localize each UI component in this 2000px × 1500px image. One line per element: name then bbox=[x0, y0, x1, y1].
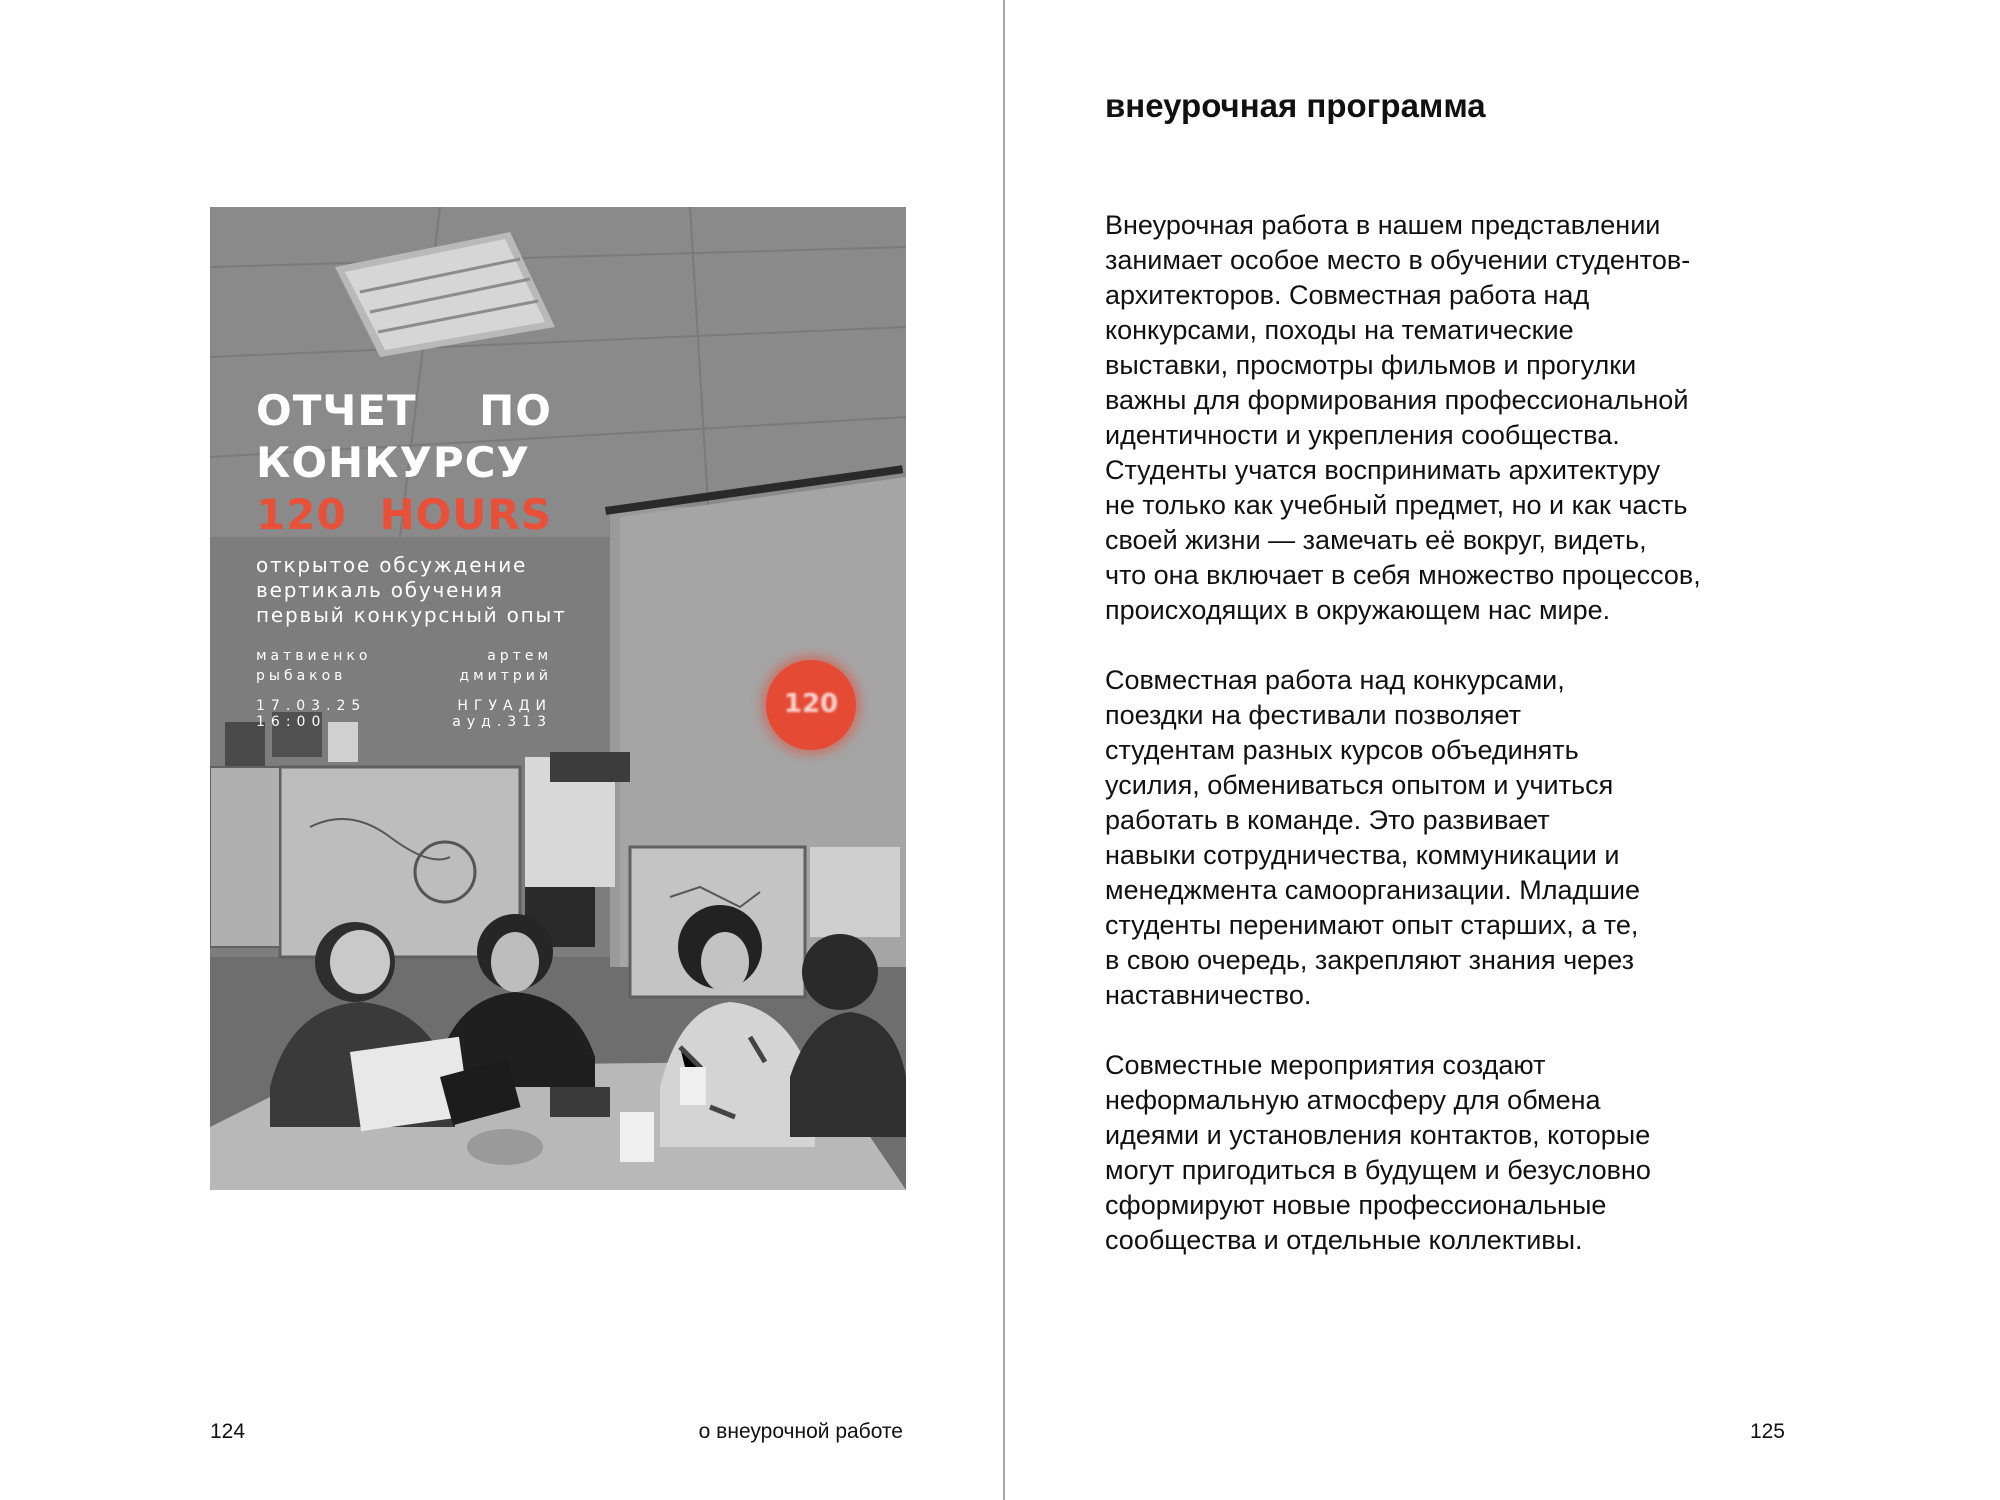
text-line: своей жизни — замечать её вокруг, видеть, bbox=[1105, 525, 1647, 555]
poster-first-name: артем bbox=[487, 648, 552, 664]
poster-title-word: ОТЧЕТ bbox=[256, 386, 417, 435]
event-poster bbox=[210, 207, 906, 1190]
poster-date: 17.03.25 bbox=[256, 698, 367, 714]
poster-surnames bbox=[256, 646, 371, 686]
text-line: Совместная работа над конкурсами, bbox=[1105, 665, 1565, 695]
text-line: занимает особое место в обучении студентов- bbox=[1105, 245, 1691, 275]
text-line: выставки, просмотры фильмов и прогулки bbox=[1105, 350, 1637, 380]
poster-surname: матвиенко bbox=[256, 648, 372, 664]
poster-title-word: КОНКУРСУ bbox=[256, 438, 530, 487]
poster-subtitle-line: первый конкурсный опыт bbox=[256, 603, 567, 627]
paragraph-1 bbox=[1105, 208, 1845, 628]
body-text bbox=[1105, 208, 1845, 1293]
text-line: сформируют новые профессиональные bbox=[1105, 1190, 1607, 1220]
text-line: менеджмента самоорганизации. Младшие bbox=[1105, 875, 1640, 905]
poster-first-name: дмитрий bbox=[459, 668, 552, 684]
text-line: архитекторов. Совместная работа над bbox=[1105, 280, 1590, 310]
text-line: студенты перенимают опыт старших, а те, bbox=[1105, 910, 1639, 940]
text-line: Внеурочная работа в нашем представлении bbox=[1105, 210, 1661, 240]
text-line: поездки на фестивали позволяет bbox=[1105, 700, 1522, 730]
text-line: идентичности и укрепления сообщества. bbox=[1105, 420, 1620, 450]
text-line: работать в команде. Это развивает bbox=[1105, 805, 1550, 835]
paragraph-3 bbox=[1105, 1048, 1845, 1258]
poster-speakers bbox=[256, 646, 552, 686]
poster-venue: НГУАДИ bbox=[457, 698, 552, 714]
poster-location bbox=[452, 698, 552, 730]
text-line: могут пригодиться в будущем и безусловно bbox=[1105, 1155, 1651, 1185]
poster-text-block bbox=[256, 385, 567, 730]
poster-surname: рыбаков bbox=[256, 668, 347, 684]
poster-title-word: ПО bbox=[479, 386, 552, 435]
poster-title-word: HOURS bbox=[379, 490, 552, 539]
poster-room: ауд.313 bbox=[452, 714, 552, 730]
text-line: усилия, обмениваться опытом и учиться bbox=[1105, 770, 1614, 800]
right-page bbox=[1005, 0, 2000, 1500]
badge-label: 120 bbox=[783, 689, 839, 719]
poster-title-line-1 bbox=[256, 385, 552, 437]
text-line: что она включает в себя множество процессов, bbox=[1105, 560, 1701, 590]
poster-subtitle-line: вертикаль обучения bbox=[256, 578, 504, 602]
text-line: конкурсами, походы на тематические bbox=[1105, 315, 1574, 345]
text-line: происходящих в окружающем нас мире. bbox=[1105, 595, 1611, 625]
text-line: студентам разных курсов объединять bbox=[1105, 735, 1579, 765]
poster-title-line-2 bbox=[256, 437, 552, 489]
text-line: неформальную атмосферу для обмена bbox=[1105, 1085, 1601, 1115]
poster-subtitle bbox=[256, 553, 567, 628]
text-line: важны для формирования профессиональной bbox=[1105, 385, 1689, 415]
poster-time: 16:00 bbox=[256, 714, 327, 730]
text-line: не только как учебный предмет, но и как часть bbox=[1105, 490, 1688, 520]
running-head: о внеурочной работе bbox=[698, 1420, 903, 1443]
projected-120-badge bbox=[766, 660, 856, 750]
text-line: в свою очередь, закрепляют знания через bbox=[1105, 945, 1635, 975]
poster-title-line-3 bbox=[256, 489, 552, 541]
text-line: сообщества и отдельные коллективы. bbox=[1105, 1225, 1583, 1255]
poster-when-where bbox=[256, 698, 552, 730]
text-line: навыки сотрудничества, коммуникации и bbox=[1105, 840, 1620, 870]
poster-title-word: 120 bbox=[256, 490, 347, 539]
text-line: идеями и установления контактов, которые bbox=[1105, 1120, 1651, 1150]
page-number-left: 124 bbox=[210, 1420, 246, 1443]
text-line: Совместные мероприятия создают bbox=[1105, 1050, 1546, 1080]
poster-first-names bbox=[459, 646, 552, 686]
text-line: наставничество. bbox=[1105, 980, 1312, 1010]
poster-datetime bbox=[256, 698, 366, 730]
section-heading: внеурочная программа bbox=[1105, 87, 1486, 124]
text-line: Студенты учатся воспринимать архитектуру bbox=[1105, 455, 1661, 485]
paragraph-2 bbox=[1105, 663, 1845, 1013]
page-number-right: 125 bbox=[1749, 1420, 1785, 1443]
poster-subtitle-line: открытое обсуждение bbox=[256, 553, 528, 577]
